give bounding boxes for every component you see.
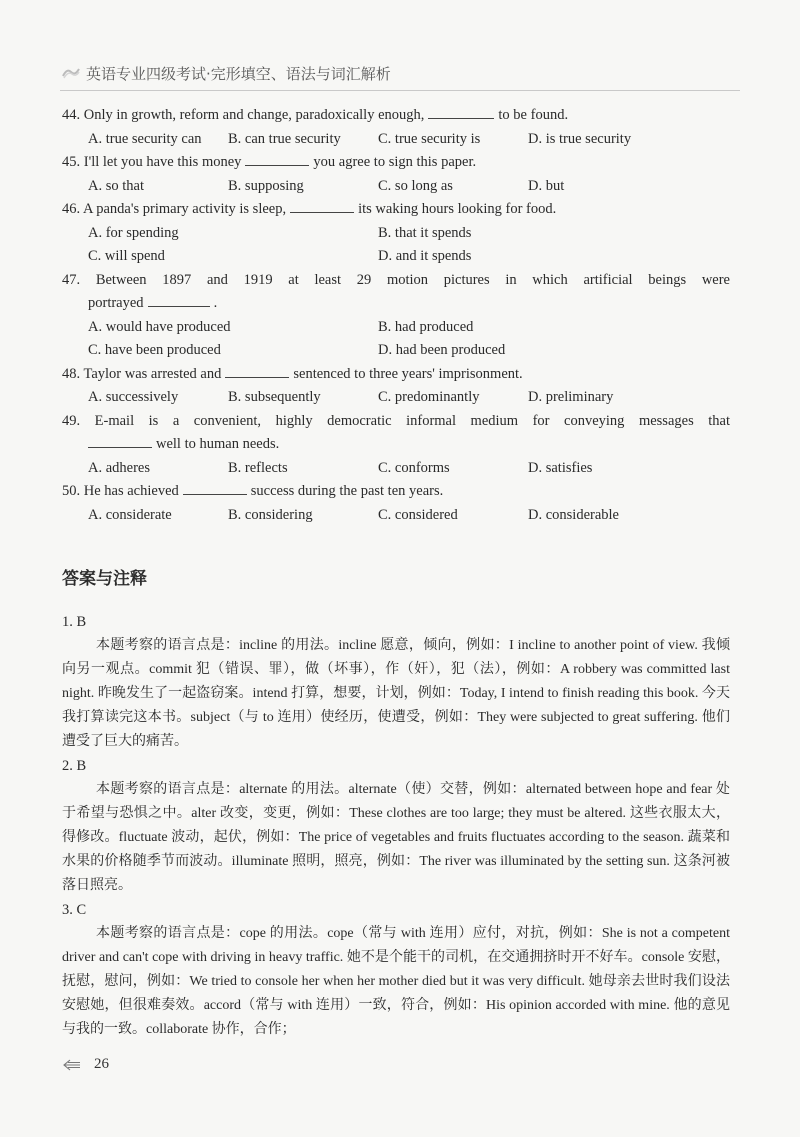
header-divider [60,90,740,91]
q48-option-b: B. subsequently [228,389,321,405]
q45-option-a: A. so that [88,177,144,194]
page-number: 26 [94,1056,109,1072]
question-46 [62,198,730,269]
q44-option-a: A. true security can [88,130,202,147]
q44-option-c: C. true security is [378,130,481,147]
question-45 [62,151,730,198]
q49-stem-line2-end: well to human needs. [156,436,280,452]
answers-section-title: 答案与注释 [62,569,147,589]
q46-option-d: D. and it spends [378,248,472,264]
page-footer [62,1056,109,1073]
q47-stem-line1: 47. Between 1897 and 1919 at least 29 motion pictures in which artificial beings were [62,271,730,288]
q45-option-b: B. supposing [228,177,304,194]
answer-2 [62,754,730,898]
q49-option-a: A. adheres [88,459,151,476]
q50-option-a: A. considerate [88,506,172,523]
q47-option-a: A. would have produced [88,318,231,335]
question-49 [62,410,730,481]
q46-option-b: B. that it spends [378,224,472,241]
q50-option-d: D. considerable [528,506,619,523]
q47-option-b: B. had produced [378,318,474,335]
q45-option-c: C. so long as [378,177,453,194]
answer-2-label: 2. B [62,758,87,774]
q46-stem-start: 46. A panda's primary activity is sleep, [62,201,287,217]
q44-option-b: B. can true security [228,130,341,147]
running-header [62,60,391,86]
q44-stem-start: 44. Only in growth, reform and change, paradoxically enough, [62,107,425,123]
q48-stem-end: sentenced to three years' imprisonment. [293,365,523,382]
question-48 [62,363,730,410]
answer-3 [62,898,730,1042]
book-ribbon-icon [62,66,80,80]
q49-stem-line1: 49. E-mail is a convenient, highly democratic informal medium for conveying messages that [62,412,730,429]
q46-option-a: A. for spending [88,224,179,241]
back-arrow-icon [62,1058,82,1072]
q48-blank [225,363,289,378]
q49-option-b: B. reflects [228,459,288,476]
header-title: 英语专业四级考试·完形填空、语法与词汇解析 [86,64,391,83]
q48-option-d: D. preliminary [528,389,614,405]
q45-stem-end: you agree to sign this paper. [313,154,477,170]
q50-stem-end: success during the past ten years. [250,483,444,499]
q47-stem-line2-end: . [213,295,218,311]
q45-option-d: D. but [528,177,565,194]
q45-blank [245,151,309,166]
q46-stem-end: its waking hours looking for food. [358,201,557,217]
q44-stem-end: to be found. [498,107,569,123]
answer-1-label: 1. B [62,614,87,630]
q47-option-c: C. have been produced [88,342,221,358]
question-list [62,104,730,527]
q48-option-a: A. successively [88,389,179,405]
answer-1 [62,610,730,754]
question-47 [62,269,730,363]
q48-option-c: C. predominantly [378,389,480,405]
answer-list [62,610,730,1042]
answer-3-explanation: 本题考察的语言点是：cope 的用法。cope（常与 with 连用）应付，对抗，例如：She is not a competent driver and can't cope with driving in heavy traffic. 她不是个能干的司机，在交通拥挤时开不好车。console 安慰，抚慰，慰问，例如：We tried to console her when her mother died but it was very difficult. 她母亲去世时我们设法安慰她，但很难奏效。accord（常与 with 连用）一致，符合，例如：His opinion accorded with mine. 他的意见与我的一致。collaborate 协作，合作； [62,926,730,1037]
q50-option-b: B. considering [228,506,313,523]
q48-stem-start: 48. Taylor was arrested and [62,365,222,382]
q49-blank [88,433,152,448]
q47-blank [148,292,210,307]
q49-option-c: C. conforms [378,459,450,476]
q50-blank [183,480,247,495]
question-50 [62,480,730,527]
q47-stem-line2-start: portrayed [88,295,144,311]
q45-stem-start: 45. I'll let you have this money [62,154,242,170]
answer-1-explanation: 本题考察的语言点是：incline 的用法。incline 愿意，倾向，例如：I incline to another point of view. 我倾向另一观点。commit 犯（错误、罪），做（坏事），作（奸），犯（法），例如：A robbery was committed last night. 昨晚发生了一起盗窃案。intend 打算，想要，计划，例如：Today, I intend to finish reading this book. 今天我打算读完这本书。subject（与 to 连用）使经历，使遭受，例如：They were subjected to great suffering. 他们遭受了巨大的痛苦。 [62,638,730,749]
q49-option-d: D. satisfies [528,459,593,476]
q44-blank [428,104,494,119]
q46-option-c: C. will spend [88,248,165,264]
answer-2-explanation: 本题考察的语言点是：alternate 的用法。alternate（使）交替，例如：alternated between hope and fear 处于希望与恐惧之中。alter 改变，变更，例如：These clothes are too large; they must be altered. 这些衣服太大，得修改。fluctuate 波动，起伏，例如：The price of vegetables and fruits fluctuates according to the season. 蔬菜和水果的价格随季节而波动。illuminate 照明，照亮，例如：The river was illuminated by the setting sun. 这条河被落日照亮。 [62,782,730,893]
q44-option-d: D. is true security [528,130,632,147]
q50-option-c: C. considered [378,506,458,523]
question-44 [62,104,730,151]
answer-3-label: 3. C [62,902,87,918]
q46-blank [290,198,354,213]
q47-option-d: D. had been produced [378,342,506,358]
q50-stem-start: 50. He has achieved [62,483,179,499]
